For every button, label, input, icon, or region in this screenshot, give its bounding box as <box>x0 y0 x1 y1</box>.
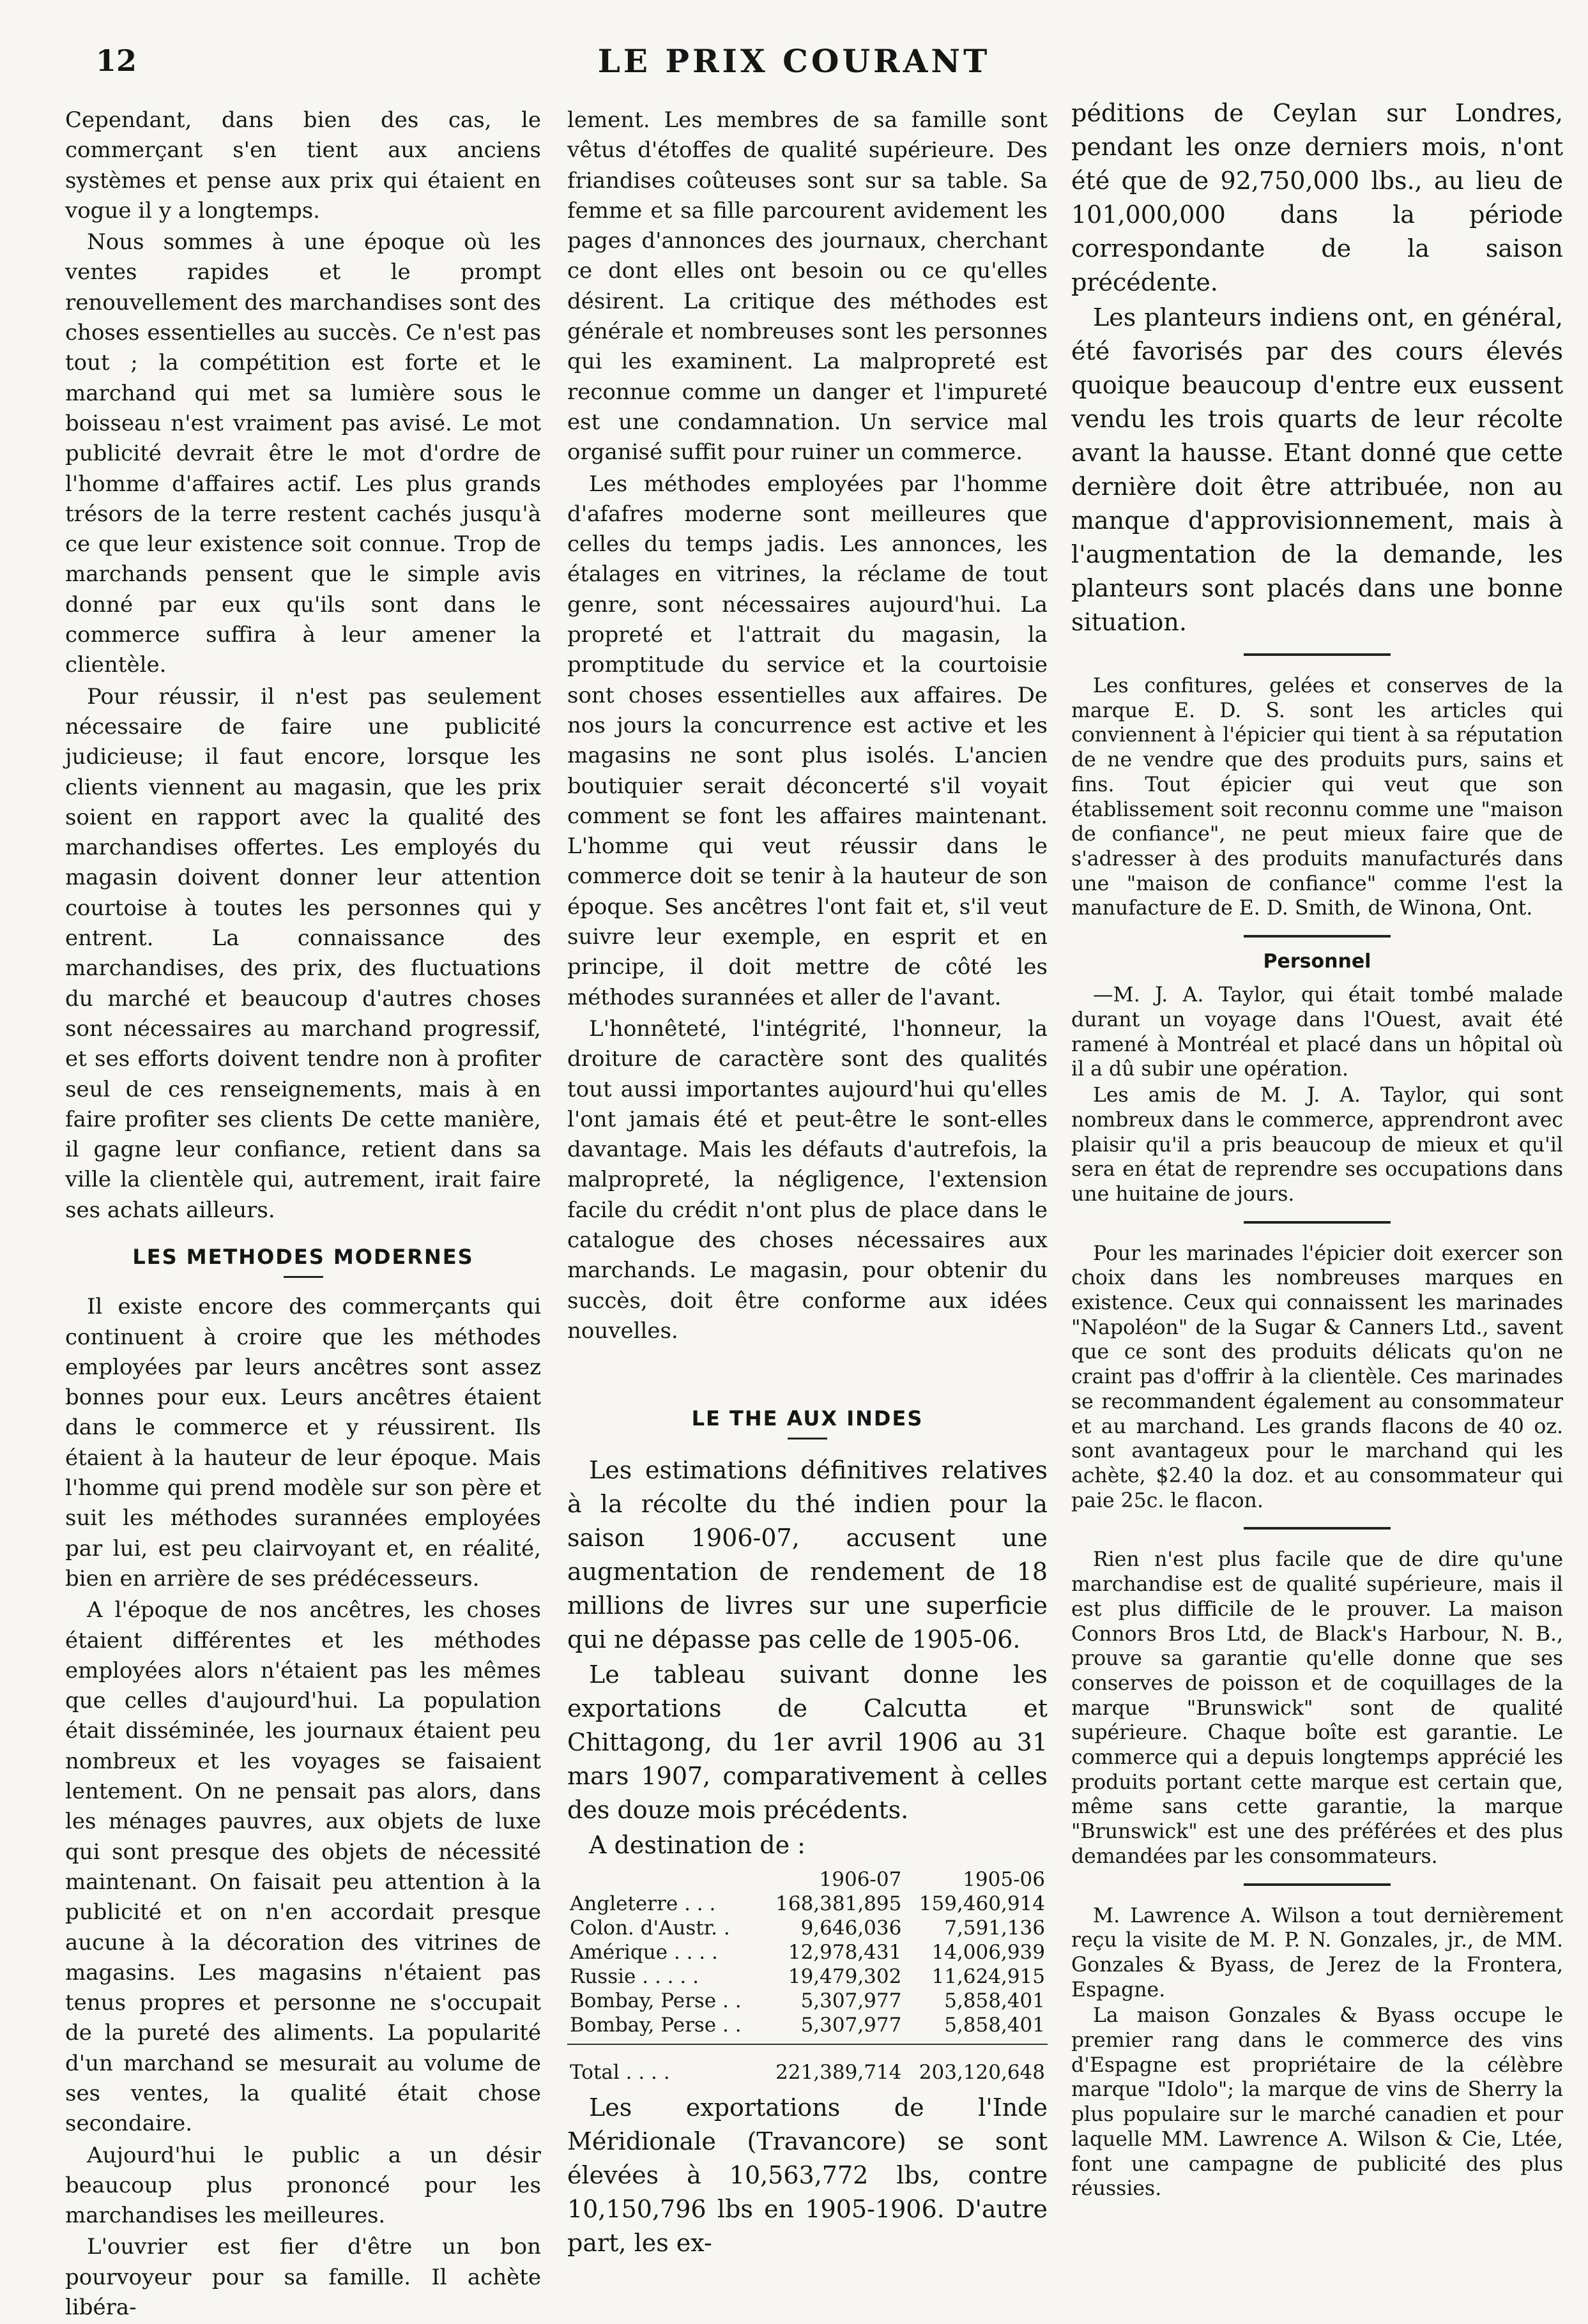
table-cell-1906-07: 19,479,302 <box>788 1965 902 1989</box>
table-header-row <box>567 1867 1048 1892</box>
table-cell-1905-06: 11,624,915 <box>931 1965 1045 1989</box>
col3-paragraph-1: péditions de Ceylan sur Londres, pendant les onze derniers mois, n'ont été que de 92,750,000 lbs., au lieu de 101,000,000 dans la période correspondante de la saison précédente. <box>1071 99 1563 296</box>
col3-paragraph-2: Les planteurs indiens ont, en général, été favorisés par des cours élevés quoique beaucoup d'entre eux eussent vendu les trois quarts de leur récolte avant la hausse. Etant donné que cette dernière doit être attribuée, non au manque d'approvisionnement, mais à l'augmentation de la demande, les planteurs sont placés dans une bonne situation. <box>1071 303 1563 636</box>
table-row <box>567 1916 1048 1940</box>
table-cell-destination: Colon. d'Austr. . <box>570 1917 730 1940</box>
table-header-1906-07: 1906-07 <box>819 1868 902 1892</box>
separator-rule <box>1244 935 1391 938</box>
col1-paragraph-5: A l'époque de nos ancêtres, les choses étaient différentes et les méthodes employées alors n'étaient pas les mêmes que celles d'aujourd'hui. La population était disséminée, les journaux étaient peu nombreux et les voyages se faisaient lentement. On ne pensait pas alors, dans les ménages pauvres, aux objets de luxe qui sont presque des objets de nécessité maintenant. On faisait peu attention à la publicité et on n'en accordait presque aucune à la décoration des vitrines de magasins. Les magasins n'étaient pas tenus propres et personne ne s'occupait de la pureté des aliments. La popularité d'un marchand se mesurait au volume de ses ventes, la qualité était chose secondaire. <box>65 1597 541 2137</box>
col3-paragraph-5: Les amis de M. J. A. Taylor, qui sont nombreux dans le commerce, apprendront avec plaisir qu'il a pris beaucoup de mieux et qu'il sera en état de reprendre ses occupations dans une huitaine de jours. <box>1071 1084 1563 1206</box>
table-cell-1905-06: 159,460,914 <box>919 1892 1045 1916</box>
col3-paragraph-9: La maison Gonzales & Byass occupe le premier rang dans le commerce des vins d'Espagne est propriétaire de la célèbre marque "Idolo"; la marque de vins de Sherry la plus populaire sur le marché canadien et pour laquelle MM. Lawrence A. Wilson & Cie, Ltée, font une campagne de publicité des plus réussies. <box>1071 2004 1563 2201</box>
table-cell-1906-07: 5,307,977 <box>800 2014 902 2037</box>
table-rule <box>567 2037 1048 2044</box>
table-total-1906-07: 221,389,714 <box>775 2061 902 2085</box>
table-intro: A destination de : <box>589 1831 805 1860</box>
col1-paragraph-2: Nous sommes à une époque où les ventes rapides et le prompt renouvellement des marchandises sont des choses essentielles au succès. Ce n'est pas tout ; la compétition est forte et le marchand qui met sa lumière sous le boisseau n'est vraiment pas avisé. Le mot publicité devrait être le mot d'ordre de l'homme d'affaires actif. Les plus grands trésors de la terre restent cachés jusqu'à ce que leur existence soit connue. Trop de marchands pensent que le simple avis donné par eux qu'ils sont dans le commerce suffira à leur amener la clientèle. <box>65 229 541 678</box>
table-row <box>567 1989 1048 2013</box>
table-cell-1905-06: 5,858,401 <box>944 1989 1045 2013</box>
table-cell-1905-06: 7,591,136 <box>944 1917 1045 1940</box>
table-cell-1905-06: 14,006,939 <box>931 1941 1045 1964</box>
col1-paragraph-3: Pour réussir, il n'est pas seulement nécessaire de faire une publicité judicieuse; il faut encore, lorsque les clients viennent au magasin, que les prix soient en rapport avec la qualité des marchandises offertes. Les employés du magasin doivent donner leur attention courtoise à toutes les personnes qui y entrent. La connaissance des marchandises, des prix, des fluctuations du marché et beaucoup d'autres choses sont nécessaires au marchand progressif, et ses efforts doivent tendre non à profiter seul de ces renseignements, mais à en faire profiter ses clients De cette manière, il gagne leur confiance, retient dans sa ville la clientèle qui, autrement, irait faire ses achats ailleurs. <box>65 683 541 1223</box>
table-cell-1906-07: 168,381,895 <box>775 1892 902 1916</box>
column-1 <box>65 105 541 2324</box>
col3-paragraph-4: —M. J. A. Taylor, qui était tombé malade durant un voyage dans l'Ouest, avait été ramené à Montréal et placé dans un hôpital où il a dû subir une opération. <box>1071 984 1563 1081</box>
column-3 <box>1071 99 1563 2203</box>
col1-paragraph-6: Aujourd'hui le public a un désir beaucoup plus prononcé pour les marchandises les meilleures. <box>65 2142 541 2229</box>
separator-rule <box>1244 1221 1391 1224</box>
col1-paragraph-7: L'ouvrier est fier d'être un bon pourvoyeur pour sa famille. Il achète libéra- <box>65 2234 541 2321</box>
col2-paragraph-1: lement. Les membres de sa famille sont vêtus d'étoffes de qualité supérieure. Des friandises coûteuses sont sur sa table. Sa femme et sa fille parcourent avidement les pages d'annonces des journaux, cherchant ce dont elles ont besoin ou ce qu'elles désirent. La critique des méthodes est générale et nombreuses sont les personnes qui les examinent. La malpropreté est reconnue comme un danger et l'impureté est une condamnation. Un service mal organisé suffit pour ruiner un commerce. <box>567 107 1048 466</box>
col2-paragraph-4: Les estimations définitives relatives à la récolte du thé indien pour la saison 1906-07, accusent une augmentation de rendement de 18 millions de livres sur une superficie qui ne dépasse pas celle de 1905-06. <box>567 1456 1048 1654</box>
table-total-row <box>567 2044 1048 2085</box>
col3-paragraph-3: Les confitures, gelées et conserves de la marque E. D. S. sont les articles qui conviennent à l'épicier qui tient à sa réputation de ne vendre que des produits purs, sains et fins. Tout épicier qui veut que son établissement soit reconnu comme une "maison de confiance", ne peut mieux faire que de s'adresser à des produits manufacturés dans une "maison de confiance" comme l'est la manufacture de E. D. Smith, de Winona, Ont. <box>1071 674 1563 920</box>
table-cell-1906-07: 9,646,036 <box>800 1917 902 1940</box>
col1-paragraph-4: Il existe encore des commerçants qui continuent à croire que les méthodes employées par leurs ancêtres sont assez bonnes pour eux. Leurs ancêtres étaient dans le commerce et y réussirent. Ils étaient à la hauteur de leur époque. Mais l'homme qui prend modèle sur son père et suit les méthodes surannées employées par lui, est peu clairvoyant et, en réalité, bien en arrière de ses prédécesseurs. <box>65 1294 541 1591</box>
col1-paragraph-1: Cependant, dans bien des cas, le commerçant s'en tient aux anciens systèmes et pense aux prix qui étaient en vogue il y a longtemps. <box>65 107 541 224</box>
heading-rule <box>284 1276 323 1278</box>
table-row <box>567 1940 1048 1964</box>
heading-rule <box>788 1438 827 1439</box>
table-row <box>567 1892 1048 1916</box>
separator-rule <box>1244 1527 1391 1530</box>
table-total-1905-06: 203,120,648 <box>919 2061 1045 2085</box>
page-number: 12 <box>96 43 137 78</box>
col2-paragraph-6: Les exportations de l'Inde Méridionale (Travancore) se sont élevées à 10,563,772 lbs, contre 10,150,796 lbs en 1905-1906. D'autre part, les ex- <box>567 2093 1048 2258</box>
col2-paragraph-2: Les méthodes employées par l'homme d'afafres moderne sont meilleures que celles du temps jadis. Les annonces, les étalages en vitrines, la réclame de tout genre, sont nécessaires aujourd'hui. La propreté et l'attrait du magasin, la promptitude du service et la courtoisie sont choses essentielles aux affaires. De nos jours la concurrence est active et les magasins ne sont plus isolés. L'ancien boutiquier serait déconcerté s'il voyait comment se font les affaires maintenant. L'homme qui veut réussir dans le commerce doit se tenir à la hauteur de son époque. Ses ancêtres l'ont fait et, s'il veut suivre leur exemple, en esprit et en principe, il doit mettre de côté les méthodes surannées et aller de l'avant. <box>567 471 1048 1010</box>
table-cell-destination: Bombay, Perse . . <box>570 1989 742 2013</box>
table-cell-1906-07: 5,307,977 <box>800 1989 902 2013</box>
table-row <box>567 2013 1048 2037</box>
table-header-1905-06: 1905-06 <box>963 1868 1045 1892</box>
table-total-label: Total . . . . <box>570 2061 670 2085</box>
table-cell-destination: Russie . . . . . <box>570 1965 699 1989</box>
col3-paragraph-8: M. Lawrence A. Wilson a tout dernièrement reçu la visite de M. P. N. Gonzales, jr., de MM. Gonzales & Byass, de Jerez de la Frontera, Espagne. <box>1071 1904 1563 2001</box>
column-2 <box>567 105 1048 2261</box>
col3-paragraph-7: Rien n'est plus facile que de dire qu'une marchandise est de qualité supérieure, mais il est plus difficile de le prouver. La maison Connors Bros Ltd, de Black's Harbour, N. B., prouve sa garantie qu'elle donne que ses conserves de poisson et de coquillages de la marque "Brunswick" sont de qualité supérieure. Chaque boîte est garantie. Le commerce qui a depuis longtemps apprécié les produits portant cette marque est certain que, même sans cette garantie, la marque "Brunswick" est une des préférées et des plus demandées par les consommateurs. <box>1071 1548 1563 1868</box>
tea-exports-table <box>567 1867 1048 2085</box>
section-heading-personnel: Personnel <box>1263 950 1371 973</box>
table-cell-destination: Bombay, Perse . . <box>570 2014 742 2037</box>
separator-rule <box>1244 653 1391 656</box>
col2-paragraph-3: L'honnêteté, l'intégrité, l'honneur, la droiture de caractère sont des qualités tout aussi importantes aujourd'hui qu'elles l'ont jamais été et peut-être le sont-elles davantage. Mais les défauts d'autrefois, la malpropreté, la négligence, l'extension facile du crédit n'ont plus de place dans le catalogue des choses nécessaires aux marchands. Le magasin, pour obtenir du succès, doit être conforme aux idées nouvelles. <box>567 1015 1048 1344</box>
section-heading-methodes-modernes: LES METHODES MODERNES <box>132 1244 474 1269</box>
section-heading-the-aux-indes: LE THE AUX INDES <box>691 1406 924 1431</box>
col2-paragraph-5: Le tableau suivant donne les exportations de Calcutta et Chittagong, du 1er avril 1906 au 31 mars 1907, comparativement à celles des douze mois précédents. <box>567 1660 1048 1825</box>
table-cell-1905-06: 5,858,401 <box>944 2014 1045 2037</box>
separator-rule <box>1244 1883 1391 1886</box>
table-row <box>567 1964 1048 1989</box>
table-cell-destination: Amérique . . . . <box>570 1941 718 1964</box>
table-cell-1906-07: 12,978,431 <box>788 1941 902 1964</box>
col3-paragraph-6: Pour les marinades l'épicier doit exercer son choix dans les nombreuses marques en existence. Ceux qui connaissent les marinades "Napoléon" de la Sugar & Canners Ltd., savent que ce sont des produits délicats qu'on ne craint pas d'offrir à la clientèle. Ces marinades se recommandent également au consommateur et au marchand. Les grands flacons de 40 oz. sont avantageux pour le marchand qui les achète, $2.40 la doz. et au consommateur qui paie 25c. le flacon. <box>1071 1242 1563 1512</box>
table-cell-destination: Angleterre . . . <box>570 1892 716 1916</box>
journal-title: LE PRIX COURANT <box>597 42 991 80</box>
